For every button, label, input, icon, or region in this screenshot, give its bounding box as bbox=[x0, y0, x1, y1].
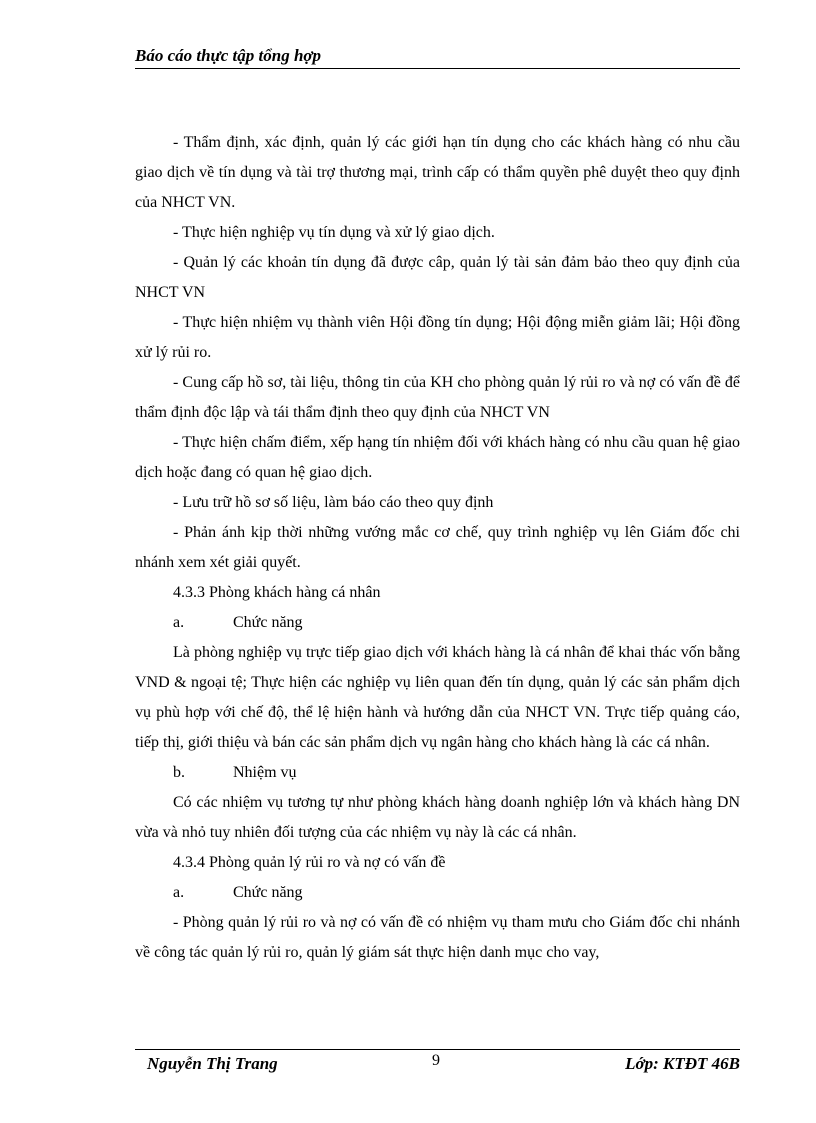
paragraph: - Thực hiện nhiệm vụ thành viên Hội đồng tín dụng; Hội động miễn giảm lãi; Hội đồng xử lý rủi ro. bbox=[135, 314, 740, 361]
paragraph: - Thực hiện chấm điểm, xếp hạng tín nhiệm đối với khách hàng có nhu cầu quan hệ giao dịch hoặc đang có quan hệ giao dịch. bbox=[135, 434, 740, 481]
footer-divider bbox=[135, 1049, 740, 1050]
subsection-title: Nhiệm vụ bbox=[233, 764, 297, 781]
page-header bbox=[135, 46, 740, 69]
paragraph: - Thẩm định, xác định, quản lý các giới hạn tín dụng cho các khách hàng có nhu cầu giao dịch về tín dụng và tài trợ thương mại, trình cấp có thẩm quyền phê duyệt theo quy định của NHCT VN. bbox=[135, 134, 740, 211]
page-footer bbox=[135, 1052, 740, 1078]
section-heading: 4.3.4 Phòng quản lý rủi ro và nợ có vấn đề bbox=[173, 854, 446, 871]
footer-class: Lớp: KTĐT 46B bbox=[625, 1054, 740, 1073]
paragraph: Có các nhiệm vụ tương tự như phòng khách hàng doanh nghiệp lớn và khách hàng DN vừa và nhỏ tuy nhiên đối tượng của các nhiệm vụ này là các cá nhân. bbox=[135, 794, 740, 841]
paragraph: - Lưu trữ hồ sơ số liệu, làm báo cáo theo quy định bbox=[173, 494, 494, 511]
subsection-label: b. bbox=[173, 764, 185, 781]
paragraph: - Cung cấp hồ sơ, tài liệu, thông tin của KH cho phòng quản lý rủi ro và nợ có vấn đề để thẩm định độc lập và tái thẩm định theo quy định của NHCT VN bbox=[135, 374, 740, 421]
subsection-title: Chức năng bbox=[233, 614, 303, 631]
section-heading: 4.3.3 Phòng khách hàng cá nhân bbox=[173, 584, 381, 601]
paragraph: - Thực hiện nghiệp vụ tín dụng và xử lý giao dịch. bbox=[173, 224, 495, 241]
paragraph: Là phòng nghiệp vụ trực tiếp giao dịch với khách hàng là cá nhân để khai thác vốn bằng VND & ngoại tệ; Thực hiện các nghiệp vụ liên quan đến tín dụng, quản lý các sản phẩm dịch vụ phù hợp với chế độ, thể lệ hiện hành và hướng dẫn của NHCT VN. Trực tiếp quảng cáo, tiếp thị, giới thiệu và bán các sản phẩm dịch vụ ngân hàng cho khách hàng là các cá nhân. bbox=[135, 644, 740, 751]
paragraph: - Quản lý các khoản tín dụng đã được câp, quản lý tài sản đảm bảo theo quy định của NHCT VN bbox=[135, 254, 740, 301]
subsection-a bbox=[135, 878, 740, 908]
header-title: Báo cáo thực tập tổng hợp bbox=[135, 46, 322, 65]
footer-author: Nguyễn Thị Trang bbox=[147, 1054, 278, 1073]
paragraph: - Phòng quản lý rủi ro và nợ có vấn đề có nhiệm vụ tham mưu cho Giám đốc chi nhánh về công tác quản lý rủi ro, quản lý giám sát thực hiện danh mục cho vay, bbox=[135, 914, 740, 961]
page-body bbox=[135, 128, 740, 968]
subsection-a bbox=[135, 608, 740, 638]
paragraph: - Phản ánh kịp thời những vướng mắc cơ chế, quy trình nghiệp vụ lên Giám đốc chi nhánh xem xét giải quyết. bbox=[135, 524, 740, 571]
subsection-b bbox=[135, 758, 740, 788]
page-number: 9 bbox=[432, 1052, 440, 1069]
subsection-title: Chức năng bbox=[233, 884, 303, 901]
subsection-label: a. bbox=[173, 884, 185, 901]
subsection-label: a. bbox=[173, 614, 185, 631]
